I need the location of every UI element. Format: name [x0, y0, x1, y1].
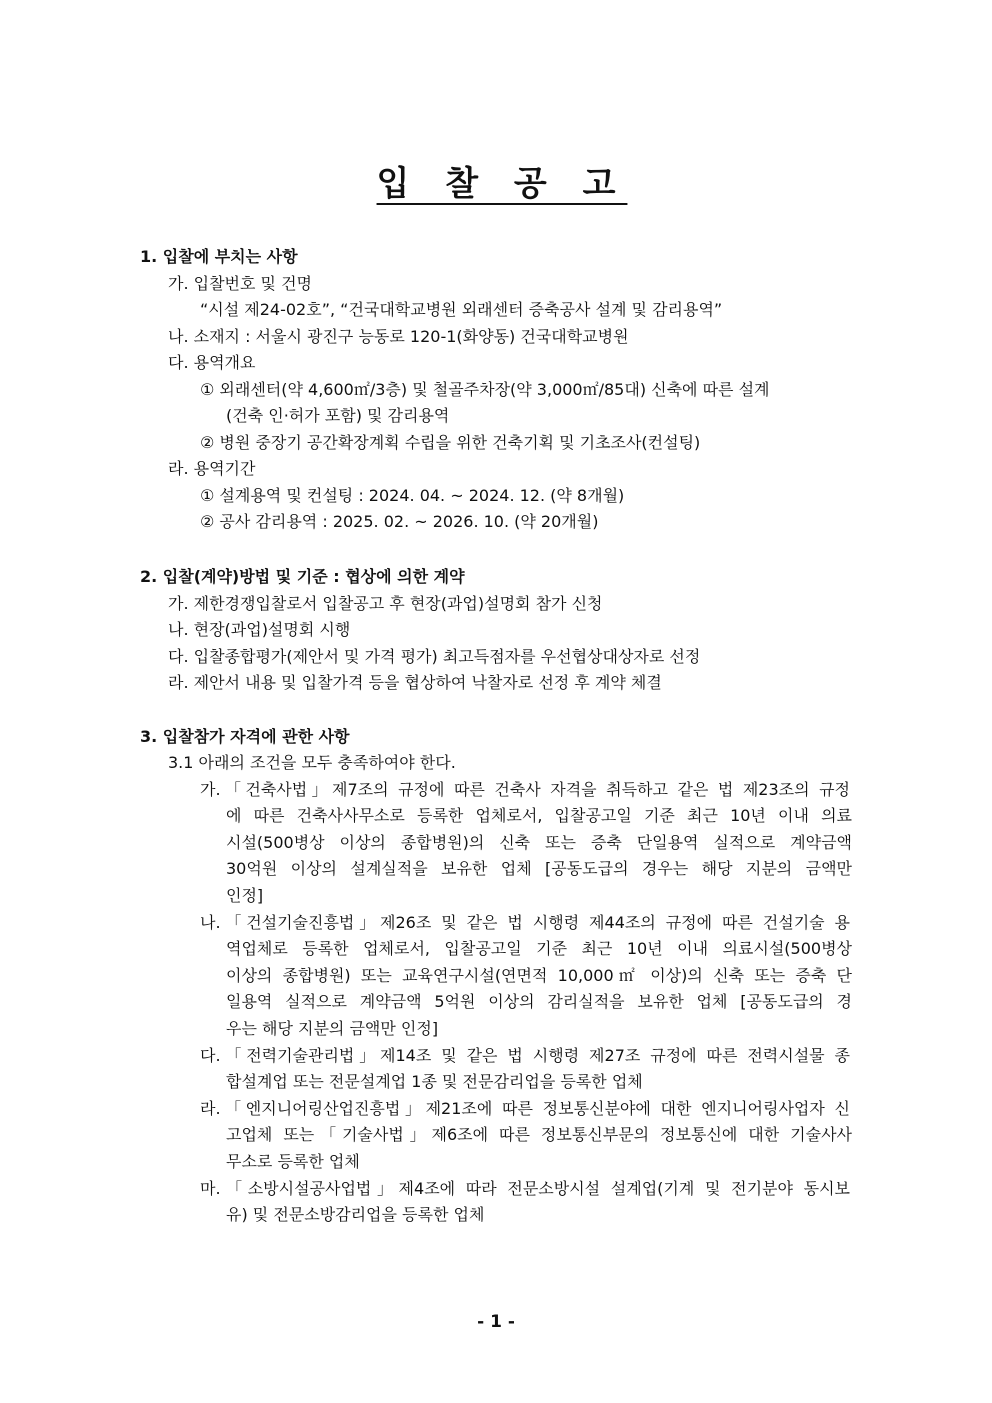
s2-item-da: 다. 입찰종합평가(제안서 및 가격 평가) 최고득점자를 우선협상대상자로 선정 [168, 647, 701, 666]
document-title: 입 찰 공 고 [376, 164, 628, 204]
s1-ra-2: ② 공사 감리용역 : 2025. 02. ~ 2026. 10. (약 20개월) [200, 512, 599, 531]
s1-item-da: 다. 용역개요 [168, 353, 256, 372]
s1-item-na: 나. 소재지 : 서울시 광진구 능동로 120-1(화양동) 건국대학교병원 [168, 327, 629, 346]
s3-ra-line: 무소로 등록한 업체 [226, 1152, 360, 1171]
s2-item-ga: 가. 제한경쟁입찰로서 입찰공고 후 현장(과업)설명회 참가 신청 [168, 594, 603, 613]
s3-ra-line: 라.「엔지니어링산업진흥법」제21조에 따른 정보통신분야에 대한 엔지니어링사업자 신 [200, 1099, 850, 1118]
s1-da-2: ② 병원 중장기 공간확장계획 수립을 위한 건축기획 및 기초조사(컨설팅) [200, 433, 701, 452]
s3-na-line: 역업체로 등록한 업체로서, 입찰공고일 기준 최근 10년 이내 의료시설(500병상 [226, 939, 852, 958]
section-3-heading: 3. 입찰참가 자격에 관한 사항 [140, 727, 350, 746]
s3-ma-line: 마.「소방시설공사업법」제4조에 따라 전문소방시설 설계업(기계 및 전기분야 동시보 [200, 1179, 850, 1198]
s3-ma-line: 유) 및 전문소방감리업을 등록한 업체 [226, 1205, 485, 1224]
s3-intro: 3.1 아래의 조건을 모두 충족하여야 한다. [168, 753, 456, 772]
section-1-heading: 1. 입찰에 부치는 사항 [140, 247, 298, 266]
s1-item-ga: 가. 입찰번호 및 건명 [168, 274, 312, 293]
s3-na-line: 이상의 종합병원) 또는 교육연구시설(연면적 10,000㎡ 이상)의 신축 또는 증축 단 [226, 966, 852, 985]
s1-ra-1: ① 설계용역 및 컨설팅 : 2024. 04. ~ 2024. 12. (약 8개월) [200, 486, 625, 505]
s3-ra-line: 고업체 또는「기술사법」제6조에 따른 정보통신부문의 정보통신에 대한 기술사사 [226, 1125, 852, 1144]
s2-item-ra: 라. 제안서 내용 및 입찰가격 등을 협상하여 낙찰자로 선정 후 계약 체결 [168, 673, 662, 692]
s3-na-line: 우는 해당 지분의 금액만 인정] [226, 1019, 439, 1038]
s2-item-na: 나. 현장(과업)설명회 시행 [168, 620, 351, 639]
s1-da-1a: ① 외래센터(약 4,600㎡/3층) 및 철골주차장(약 3,000㎡/85대) 신축에 따른 설계 [200, 380, 770, 399]
s3-da-line: 합설계업 또는 전문설계업 1종 및 전문감리업을 등록한 업체 [226, 1072, 643, 1091]
s3-da-line: 다.「전력기술관리법」제14조 및 같은 법 시행령 제27조 규정에 따른 전력시설물 종 [200, 1046, 850, 1065]
page-number: - 1 - [477, 1312, 515, 1332]
s3-na-line: 일용역 실적으로 계약금액 5억원 이상의 감리실적을 보유한 업체 [공동도급의 경 [226, 992, 852, 1011]
section-2-heading: 2. 입찰(계약)방법 및 기준 : 협상에 의한 계약 [140, 567, 465, 586]
s1-da-1b: (건축 인·허가 포함) 및 감리용역 [226, 406, 450, 425]
s1-item-ga-text: “시설 제24-02호”, “건국대학교병원 외래센터 증축공사 설계 및 감리용역” [200, 300, 723, 319]
s3-ga-line: 30억원 이상의 설계실적을 보유한 업체 [공동도급의 경우는 해당 지분의 금액만 [226, 859, 852, 878]
s3-ga-line: 인정] [226, 886, 264, 905]
s3-na-line: 나.「건설기술진흥법」제26조 및 같은 법 시행령 제44조의 규정에 따른 건설기술 용 [200, 913, 850, 932]
s3-ga-line: 시설(500병상 이상의 종합병원)의 신축 또는 증축 단일용역 실적으로 계약금액 [226, 833, 852, 852]
s1-item-ra: 라. 용역기간 [168, 459, 256, 478]
s3-ga-line: 가.「건축사법」제7조의 규정에 따른 건축사 자격을 취득하고 같은 법 제23조의 규정 [200, 780, 850, 799]
s3-ga-line: 에 따른 건축사사무소로 등록한 업체로서, 입찰공고일 기준 최근 10년 이내 의료 [226, 806, 852, 825]
